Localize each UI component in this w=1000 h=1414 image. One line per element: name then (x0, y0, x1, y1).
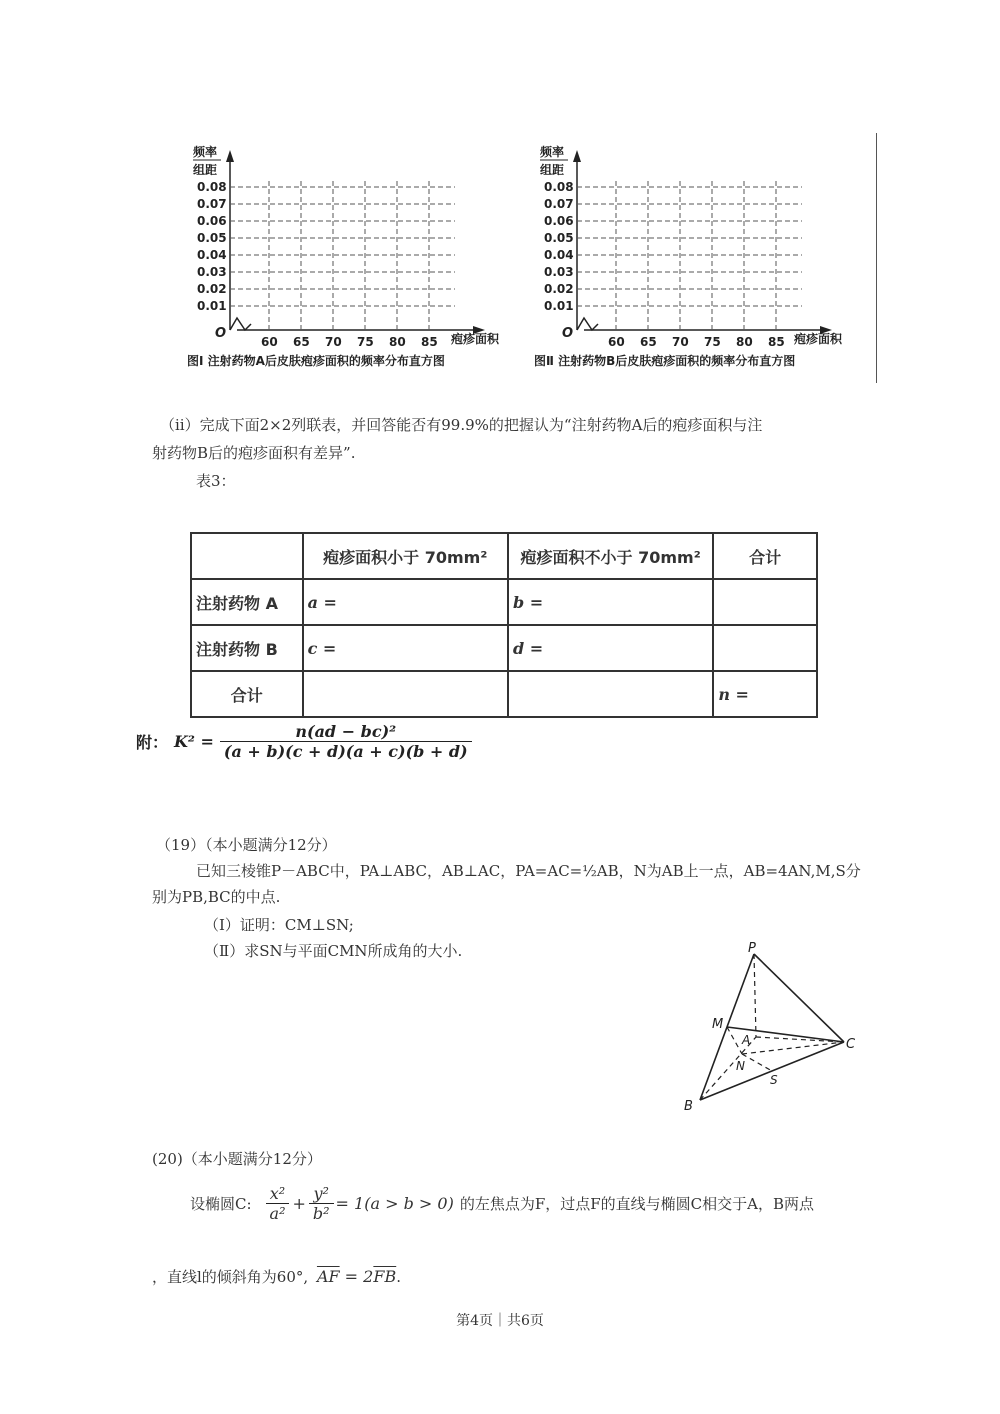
x-tick-label: 60 (608, 335, 625, 349)
q20-plus: + (292, 1194, 306, 1213)
label-B: B (684, 1099, 693, 1114)
y-tick-label: 0.01 (197, 299, 227, 313)
k-squared-formula (136, 722, 472, 761)
y-tick-label: 0.06 (544, 214, 574, 228)
chart-1-yticks (197, 180, 227, 313)
page-footer: 第4页｜共6页 (456, 1313, 544, 1329)
chart-2-ylabel-bottom: 组距 (540, 163, 565, 177)
x-tick-label: 80 (389, 335, 406, 349)
q20-frac-y-num: y² (309, 1184, 334, 1204)
q20-intro: 设椭圆C: (190, 1195, 252, 1213)
chart-1-ylabel-top: 频率 (193, 145, 218, 159)
label-N: N (736, 1059, 745, 1073)
label-A: A (742, 1033, 751, 1047)
table-corner (191, 533, 303, 579)
q20-line2-eq: = 2 (339, 1267, 374, 1286)
formula-lhs: K² = (174, 732, 214, 751)
table-cell-b (508, 579, 713, 625)
formula-denominator: (a + b)(c + d)(a + c)(b + d) (223, 742, 468, 761)
q19-line1: 已知三棱锥P－ABC中，PA⊥ABC，AB⊥AC，PA=AC=½AB，N为AB上一点，AB=4AN,M,S分 (196, 862, 861, 880)
chart-1-xlabel: 疱疹面积 (451, 332, 500, 346)
table-cell-col2-total (508, 671, 713, 717)
x-tick-label: 85 (768, 335, 785, 349)
q20-line2-end: . (396, 1268, 401, 1286)
table-cell-n (713, 671, 817, 717)
cell-b-text: b = (512, 592, 544, 612)
q20-frac-y (309, 1184, 334, 1223)
formula-prefix: 附： (136, 733, 169, 752)
chart-2-caption: 图Ⅱ 注射药物B后皮肤疱疹面积的频率分布直方图 (534, 354, 796, 368)
tetrahedron-figure (680, 938, 870, 1116)
q20-frac-x (266, 1184, 290, 1223)
chart-1-xticks (261, 335, 438, 349)
y-tick-label: 0.03 (197, 265, 227, 279)
q19-part2: （Ⅱ）求SN与平面CMN所成角的大小. (204, 942, 463, 960)
histogram-chart-2 (532, 140, 877, 375)
table-cell-row1-total (713, 579, 817, 625)
table-cell-d (508, 625, 713, 671)
x-tick-label: 70 (325, 335, 342, 349)
label-S: S (770, 1073, 778, 1087)
q20-line2-a: ，直线l的倾斜角为60°, (152, 1268, 309, 1286)
chart-2-xlabel: 疱疹面积 (794, 332, 843, 346)
q20-after: 的左焦点为F，过点F的直线与椭圆C相交于A，B两点 (459, 1195, 814, 1213)
chart-2-ylabel-top: 频率 (540, 145, 565, 159)
table-header-col1: 疱疹面积小于 70mm² (303, 533, 508, 579)
vector-AF: $\overline{AF}$ (316, 1267, 340, 1286)
cell-a-text: a = (307, 592, 337, 612)
y-tick-label: 0.04 (544, 248, 574, 262)
chart-1-ylabel-bottom: 组距 (193, 163, 218, 177)
x-tick-label: 60 (261, 335, 278, 349)
q20-line2 (152, 1266, 401, 1287)
table-cell-c (303, 625, 508, 671)
y-tick-label: 0.07 (197, 197, 227, 211)
table-cell-a (303, 579, 508, 625)
q20-eq-rest: = 1(a > b > 0) (335, 1194, 454, 1213)
scan-edge-line (876, 133, 877, 383)
label-P: P (748, 941, 756, 956)
contingency-table (190, 532, 818, 718)
table-cell-col1-total (303, 671, 508, 717)
x-tick-label: 65 (640, 335, 657, 349)
chart-1-caption: 图Ⅰ 注射药物A后皮肤疱疹面积的频率分布直方图 (187, 354, 445, 368)
y-tick-label: 0.05 (544, 231, 574, 245)
cell-n-text: n = (718, 684, 749, 704)
q19-line2: 别为PB,BC的中点. (152, 888, 281, 906)
y-tick-label: 0.08 (197, 180, 227, 194)
table-header-col2: 疱疹面积不小于 70mm² (508, 533, 713, 579)
histogram-chart-1 (185, 140, 530, 375)
y-tick-label: 0.03 (544, 265, 574, 279)
chart-2-grid (577, 181, 802, 330)
formula-fraction (220, 722, 472, 761)
part-ii-line2: 射药物B后的疱疹面积有差异”. (152, 444, 356, 462)
x-tick-label: 65 (293, 335, 310, 349)
y-tick-label: 0.02 (544, 282, 574, 296)
y-tick-label: 0.04 (197, 248, 227, 262)
chart-2-yticks (544, 180, 574, 313)
q20-frac-x-num: x² (266, 1184, 290, 1204)
q19-heading: （19）（本小题满分12分） (156, 836, 337, 854)
table-header-total: 合计 (713, 533, 817, 579)
y-tick-label: 0.08 (544, 180, 574, 194)
part-ii-line1: （ⅱ）完成下面2×2列联表，并回答能否有99.9%的把握认为“注射药物A后的疱疹面积与注 (160, 416, 763, 434)
y-tick-label: 0.06 (197, 214, 227, 228)
table-row-total-label: 合计 (191, 671, 303, 717)
x-tick-label: 75 (704, 335, 721, 349)
q20-frac-y-den: b² (312, 1204, 330, 1223)
vector-FB: $\overline{FB}$ (373, 1267, 397, 1286)
table-row-a-label: 注射药物 A (191, 579, 303, 625)
y-tick-label: 0.07 (544, 197, 574, 211)
chart-2-origin: O (562, 326, 574, 341)
x-tick-label: 80 (736, 335, 753, 349)
x-tick-label: 75 (357, 335, 374, 349)
table-cell-row2-total (713, 625, 817, 671)
q20-heading: (20)（本小题满分12分） (152, 1150, 322, 1168)
x-tick-label: 85 (421, 335, 438, 349)
q19-part1: （Ⅰ）证明：CM⊥SN; (204, 916, 354, 934)
chart-2-xticks (608, 335, 785, 349)
cell-c-text: c = (307, 638, 337, 658)
y-tick-label: 0.05 (197, 231, 227, 245)
formula-numerator: n(ad − bc)² (220, 722, 472, 742)
cell-d-text: d = (512, 638, 544, 658)
table-label: 表3： (196, 472, 236, 490)
y-tick-label: 0.02 (197, 282, 227, 296)
table-row-b-label: 注射药物 B (191, 625, 303, 671)
q20-frac-x-den: a² (269, 1204, 286, 1223)
chart-1-grid (230, 181, 455, 330)
label-M: M (712, 1017, 724, 1032)
q20-line1 (190, 1184, 814, 1223)
y-tick-label: 0.01 (544, 299, 574, 313)
chart-1-origin: O (215, 326, 227, 341)
x-tick-label: 70 (672, 335, 689, 349)
label-C: C (846, 1037, 856, 1052)
